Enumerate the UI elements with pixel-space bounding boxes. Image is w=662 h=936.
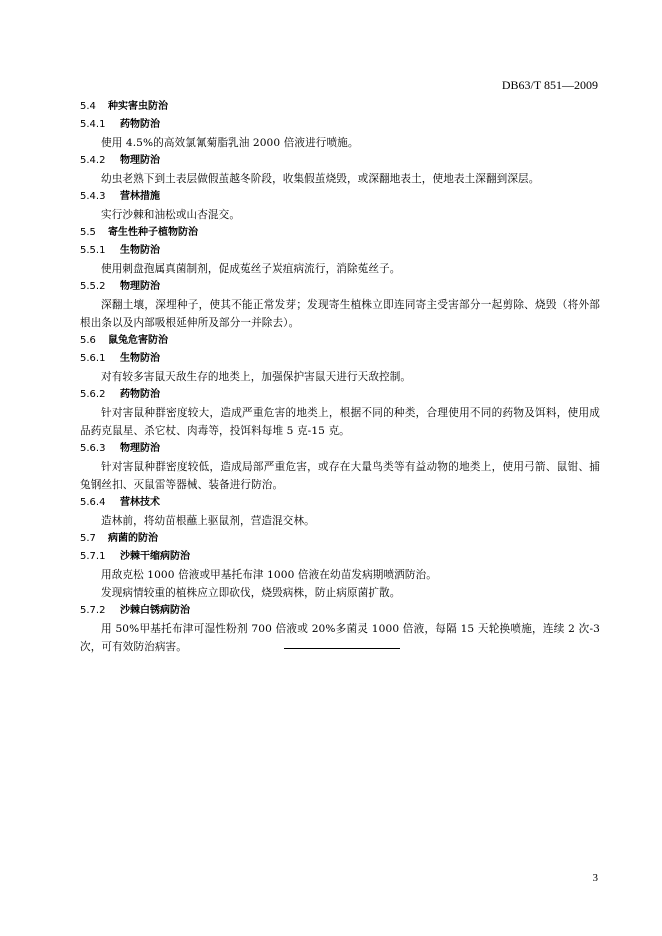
section-title: 营林技术 xyxy=(120,497,160,508)
section-title: 种实害虫防治 xyxy=(108,101,168,112)
section-number: 5.4.3 xyxy=(80,191,106,202)
subsection-heading xyxy=(80,350,600,368)
paragraph: 对有较多害鼠天敌生存的地类上，加强保护害鼠天进行天敌控制。 xyxy=(101,371,412,383)
paragraph: 针对害鼠种群密度较低，造成局部严重危害，或存在大量鸟类等有益动物的地类上，使用弓箭、鼠钳、捕兔钢丝扣、灭鼠雷等器械、装备进行防治。 xyxy=(80,461,600,491)
paragraph: 用 50%甲基托布津可湿性粉剂 700 倍液或 20%多菌灵 1000 倍液，每隔 15 天轮换喷施，连续 2 次-3 次，可有效防治病害。 xyxy=(80,623,600,653)
section-title: 物理防治 xyxy=(120,155,160,166)
subsection-heading xyxy=(80,602,600,620)
section-title: 物理防治 xyxy=(120,281,160,292)
section-title: 寄生性种子植物防治 xyxy=(108,227,198,238)
document-body xyxy=(80,98,600,656)
paragraph: 针对害鼠种群密度较大，造成严重危害的地类上，根据不同的种类，合理使用不同的药物及饵料，使用成品药克鼠星、杀它杖、肉毒等，投饵料每堆 5 克-15 克。 xyxy=(80,407,600,437)
section-number: 5.7.2 xyxy=(80,605,106,616)
section-title: 病菌的防治 xyxy=(108,533,158,544)
section-number: 5.6.2 xyxy=(80,389,106,400)
section-number: 5.6.4 xyxy=(80,497,106,508)
paragraph: 使用刺盘孢属真菌制剂，促成菟丝子炭疽病流行，消除菟丝子。 xyxy=(101,263,401,275)
subsection-heading xyxy=(80,188,600,206)
section-number: 5.4.2 xyxy=(80,155,106,166)
paragraph: 幼虫老熟下到土表层做假茧越冬阶段，收集假茧烧毁，或深翻地表土，使地表土深翻到深层。 xyxy=(101,173,540,185)
end-rule xyxy=(284,648,400,649)
section-heading xyxy=(80,224,600,242)
paragraph: 造林前，将幼苗根蘸上驱鼠剂，营造混交林。 xyxy=(101,515,315,527)
subsection-heading xyxy=(80,278,600,296)
document-code: DB63/T 851—2009 xyxy=(501,78,598,92)
section-number: 5.6 xyxy=(80,335,96,346)
paragraph: 用敌克松 1000 倍液或甲基托布津 1000 倍液在幼苗发病期喷洒防治。 xyxy=(101,569,437,581)
subsection-heading xyxy=(80,152,600,170)
section-title: 药物防治 xyxy=(120,119,160,130)
subsection-heading xyxy=(80,386,600,404)
section-number: 5.6.3 xyxy=(80,443,106,454)
section-number: 5.4.1 xyxy=(80,119,106,130)
section-title: 鼠兔危害防治 xyxy=(108,335,168,346)
section-heading xyxy=(80,530,600,548)
section-title: 生物防治 xyxy=(120,245,160,256)
section-title: 物理防治 xyxy=(120,443,160,454)
section-number: 5.4 xyxy=(80,101,96,112)
subsection-heading xyxy=(80,548,600,566)
subsection-heading xyxy=(80,494,600,512)
section-number: 5.7.1 xyxy=(80,551,106,562)
section-number: 5.5.2 xyxy=(80,281,106,292)
subsection-heading xyxy=(80,440,600,458)
section-heading xyxy=(80,332,600,350)
section-title: 沙棘干缩病防治 xyxy=(120,551,190,562)
section-title: 沙棘白锈病防治 xyxy=(120,605,190,616)
page-number: 3 xyxy=(592,872,598,884)
paragraph: 深翻土壤，深埋种子，使其不能正常发芽；发现寄生植株立即连同寄主受害部分一起剪除、烧毁（将外部根出条以及内部吸根延伸所及部分一并除去）。 xyxy=(80,299,600,329)
section-title: 生物防治 xyxy=(120,353,160,364)
paragraph: 使用 4.5%的高效氯氰菊脂乳油 2000 倍液进行喷施。 xyxy=(101,137,359,149)
paragraph: 实行沙棘和油松或山杏混交。 xyxy=(101,209,241,221)
section-number: 5.5.1 xyxy=(80,245,106,256)
section-number: 5.5 xyxy=(80,227,96,238)
section-title: 营林措施 xyxy=(120,191,160,202)
section-number: 5.7 xyxy=(80,533,96,544)
section-number: 5.6.1 xyxy=(80,353,106,364)
subsection-heading xyxy=(80,116,600,134)
section-title: 药物防治 xyxy=(120,389,160,400)
section-heading xyxy=(80,98,600,116)
subsection-heading xyxy=(80,242,600,260)
paragraph: 发现病情较重的植株应立即砍伐，烧毁病株，防止病原菌扩散。 xyxy=(101,587,401,599)
